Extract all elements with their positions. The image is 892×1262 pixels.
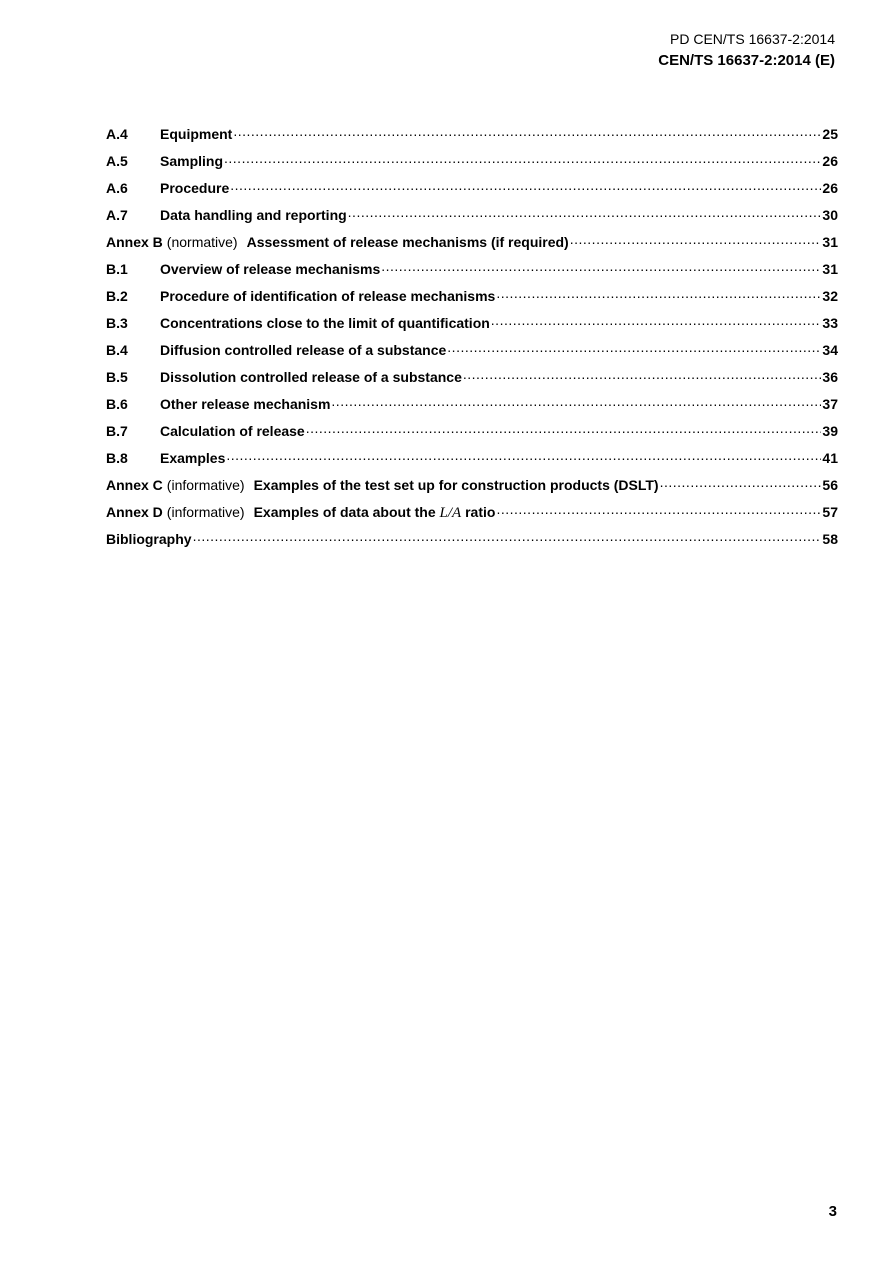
toc-entry-title — [254, 504, 496, 522]
toc-entry-page: 39 — [822, 423, 838, 439]
toc-leader-dots — [463, 368, 822, 382]
toc-entry-title: Diffusion controlled release of a substance — [160, 342, 447, 358]
toc-leader-dots — [447, 341, 821, 355]
toc-annex-label: Annex D — [106, 504, 163, 520]
toc-annex-qualifier: (informative) — [166, 477, 245, 493]
toc-entry-page: 34 — [822, 342, 838, 358]
toc-entry-page: 57 — [822, 504, 838, 520]
toc-leader-dots — [233, 125, 821, 139]
toc-entry[interactable] — [106, 341, 838, 368]
toc-entry-title: Sampling — [160, 153, 224, 169]
document-id: PD CEN/TS 16637-2:2014 — [670, 31, 835, 47]
toc-entry-number: A.7 — [106, 207, 128, 223]
toc-entry-title: Concentrations close to the limit of quantification — [160, 315, 490, 331]
toc-entry[interactable] — [106, 314, 838, 341]
toc-entry-page: 26 — [822, 153, 838, 169]
toc-entry-page: 36 — [822, 369, 838, 385]
toc-entry-number: B.3 — [106, 315, 128, 331]
toc-entry-number: A.5 — [106, 153, 128, 169]
toc-leader-dots — [306, 422, 822, 436]
toc-title-text-after: ratio — [465, 504, 496, 520]
toc-leader-dots — [331, 395, 821, 409]
toc-annex-entry[interactable] — [106, 233, 838, 260]
toc-entry[interactable] — [106, 152, 838, 179]
toc-entry[interactable] — [106, 179, 838, 206]
toc-entry-page: 41 — [822, 450, 838, 466]
toc-title-math-ratio: L/A — [439, 505, 462, 521]
toc-entry-title: Assessment of release mechanisms (if required) — [246, 234, 569, 250]
toc-entry[interactable] — [106, 530, 838, 557]
toc-entry-page: 33 — [822, 315, 838, 331]
toc-entry-title: Examples of the test set up for construction products (DSLT) — [253, 477, 659, 493]
toc-entry-title: Procedure — [160, 180, 230, 196]
toc-entry[interactable] — [106, 206, 838, 233]
toc-entry-page: 30 — [822, 207, 838, 223]
toc-entry-number: B.7 — [106, 423, 128, 439]
toc-leader-dots — [230, 179, 821, 193]
toc-entry[interactable] — [106, 368, 838, 395]
document-id-bold: CEN/TS 16637-2:2014 (E) — [658, 52, 835, 69]
toc-entry[interactable] — [106, 125, 838, 152]
toc-entry-title: Calculation of release — [160, 423, 305, 439]
toc-annex-qualifier: (informative) — [166, 504, 245, 520]
toc-entry-page: 26 — [822, 180, 838, 196]
toc-leader-dots — [193, 530, 822, 544]
toc-leader-dots — [570, 233, 822, 247]
toc-entry-page: 56 — [822, 477, 838, 493]
toc-entry[interactable] — [106, 449, 838, 476]
table-of-contents — [106, 125, 838, 557]
toc-entry-number: B.5 — [106, 369, 128, 385]
toc-entry-title: Other release mechanism — [160, 396, 331, 412]
toc-entry-number: B.8 — [106, 450, 128, 466]
toc-annex-entry[interactable] — [106, 476, 838, 503]
toc-entry-page: 31 — [822, 234, 838, 250]
toc-annex-qualifier: (normative) — [166, 234, 238, 250]
toc-entry-title: Examples — [160, 450, 226, 466]
toc-leader-dots — [496, 503, 821, 517]
toc-leader-dots — [348, 206, 822, 220]
toc-entry[interactable] — [106, 422, 838, 449]
toc-annex-label: Annex B — [106, 234, 163, 250]
toc-entry-number: A.4 — [106, 126, 128, 142]
toc-leader-dots — [660, 476, 822, 490]
toc-entry-title: Data handling and reporting — [160, 207, 347, 223]
toc-annex-label: Annex C — [106, 477, 163, 493]
toc-entry[interactable] — [106, 260, 838, 287]
toc-annex-entry[interactable] — [106, 503, 838, 530]
toc-entry-number: B.6 — [106, 396, 128, 412]
toc-entry-page: 32 — [822, 288, 838, 304]
toc-entry-page: 25 — [822, 126, 838, 142]
toc-entry-title: Equipment — [160, 126, 233, 142]
toc-title-text-before: Examples of data about the — [253, 504, 436, 520]
toc-entry-number: B.4 — [106, 342, 128, 358]
toc-leader-dots — [381, 260, 821, 274]
toc-leader-dots — [224, 152, 821, 166]
toc-entry[interactable] — [106, 395, 838, 422]
toc-entry-number: A.6 — [106, 180, 128, 196]
toc-entry-title: Procedure of identification of release mechanisms — [160, 288, 496, 304]
toc-entry-number: B.1 — [106, 261, 128, 277]
toc-leader-dots — [491, 314, 822, 328]
toc-entry-title: Dissolution controlled release of a substance — [160, 369, 462, 385]
toc-leader-dots — [496, 287, 821, 301]
toc-entry-page: 37 — [822, 396, 838, 412]
toc-entry-page: 31 — [822, 261, 838, 277]
toc-entry-title: Bibliography — [106, 531, 192, 547]
toc-entry[interactable] — [106, 287, 838, 314]
toc-leader-dots — [226, 449, 821, 463]
page-number: 3 — [828, 1203, 837, 1220]
toc-entry-number: B.2 — [106, 288, 128, 304]
toc-entry-page: 58 — [822, 531, 838, 547]
toc-entry-title: Overview of release mechanisms — [160, 261, 381, 277]
